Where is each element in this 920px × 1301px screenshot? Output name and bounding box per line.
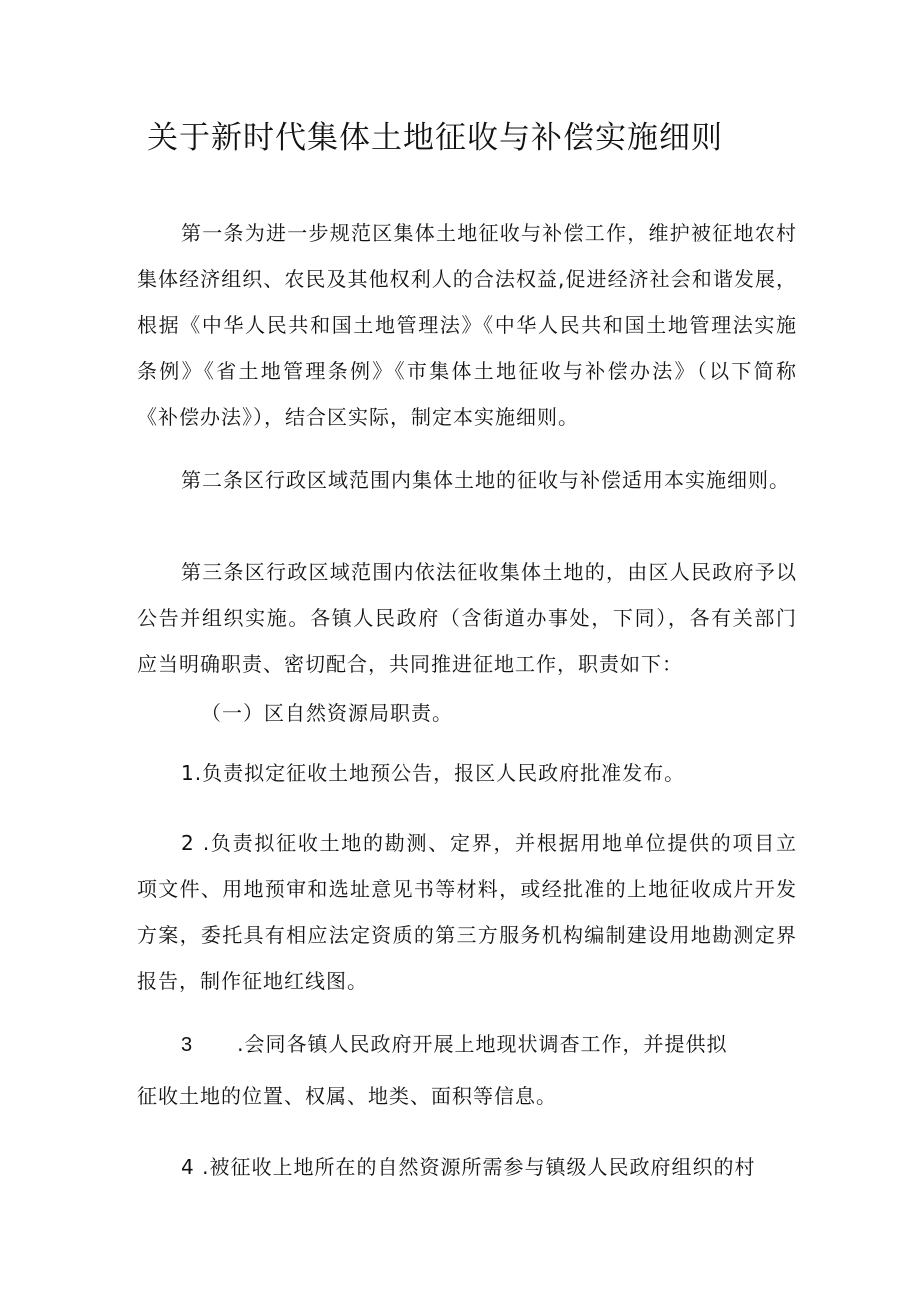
item-2: 2 .负责拟征收土地的勘测、定界，并根据用地单位提供的项目立项文件、用地预审和选址意见书等材料，或经批准的上地征收成片开发方案，委托具有相应法定资质的第三方服务机构编制建设用地勘测定界报告，制作征地红线图。 xyxy=(137,831,797,993)
article-2: 第二条区行政区域范围内集体土地的征收与补偿适用本实施细则。 xyxy=(181,468,790,492)
document-title: 关于新时代集体土地征收与补偿实施细则 xyxy=(147,120,723,156)
item-1: 1.负责拟定征收土地预公告，报区人民政府批准发布。 xyxy=(181,761,686,785)
section-1-heading: （一）区自然资源局职责。 xyxy=(201,701,453,725)
article-1: 第一条为进一步规范区集体土地征收与补偿工作，维护被征地农村集体经济组织、农民及其他权利人的合法权益,促进经济社会和谐发展，根据《中华人民共和国土地管理法》《中华人民共和国土地管理法实施条例》《省土地管理条例》《市集体土地征收与补偿办法》（以下简称《补偿办法》），结合区实际，制定本实施细则。 xyxy=(137,221,797,429)
article-3: 第三条区行政区域范围内依法征收集体土地的，由区人民政府予以公告并组织实施。各镇人民政府（含街道办事处，下同），各有关部门应当明确职责、密切配合，共同推进征地工作，职责如下： xyxy=(137,560,797,676)
item-4: 4 .被征收上地所在的自然资源所需参与镇级人民政府组织的村 xyxy=(181,1155,756,1179)
item-3-line-2: 征收土地的位置、权属、地类、面积等信息。 xyxy=(137,1084,557,1108)
item-3-line-1 xyxy=(137,1021,727,1068)
item-3-number: 3 xyxy=(181,1034,194,1056)
item-3-text-line-1: .会同各镇人民政府开展上地现状调杳工作，并提供拟 xyxy=(237,1032,728,1056)
